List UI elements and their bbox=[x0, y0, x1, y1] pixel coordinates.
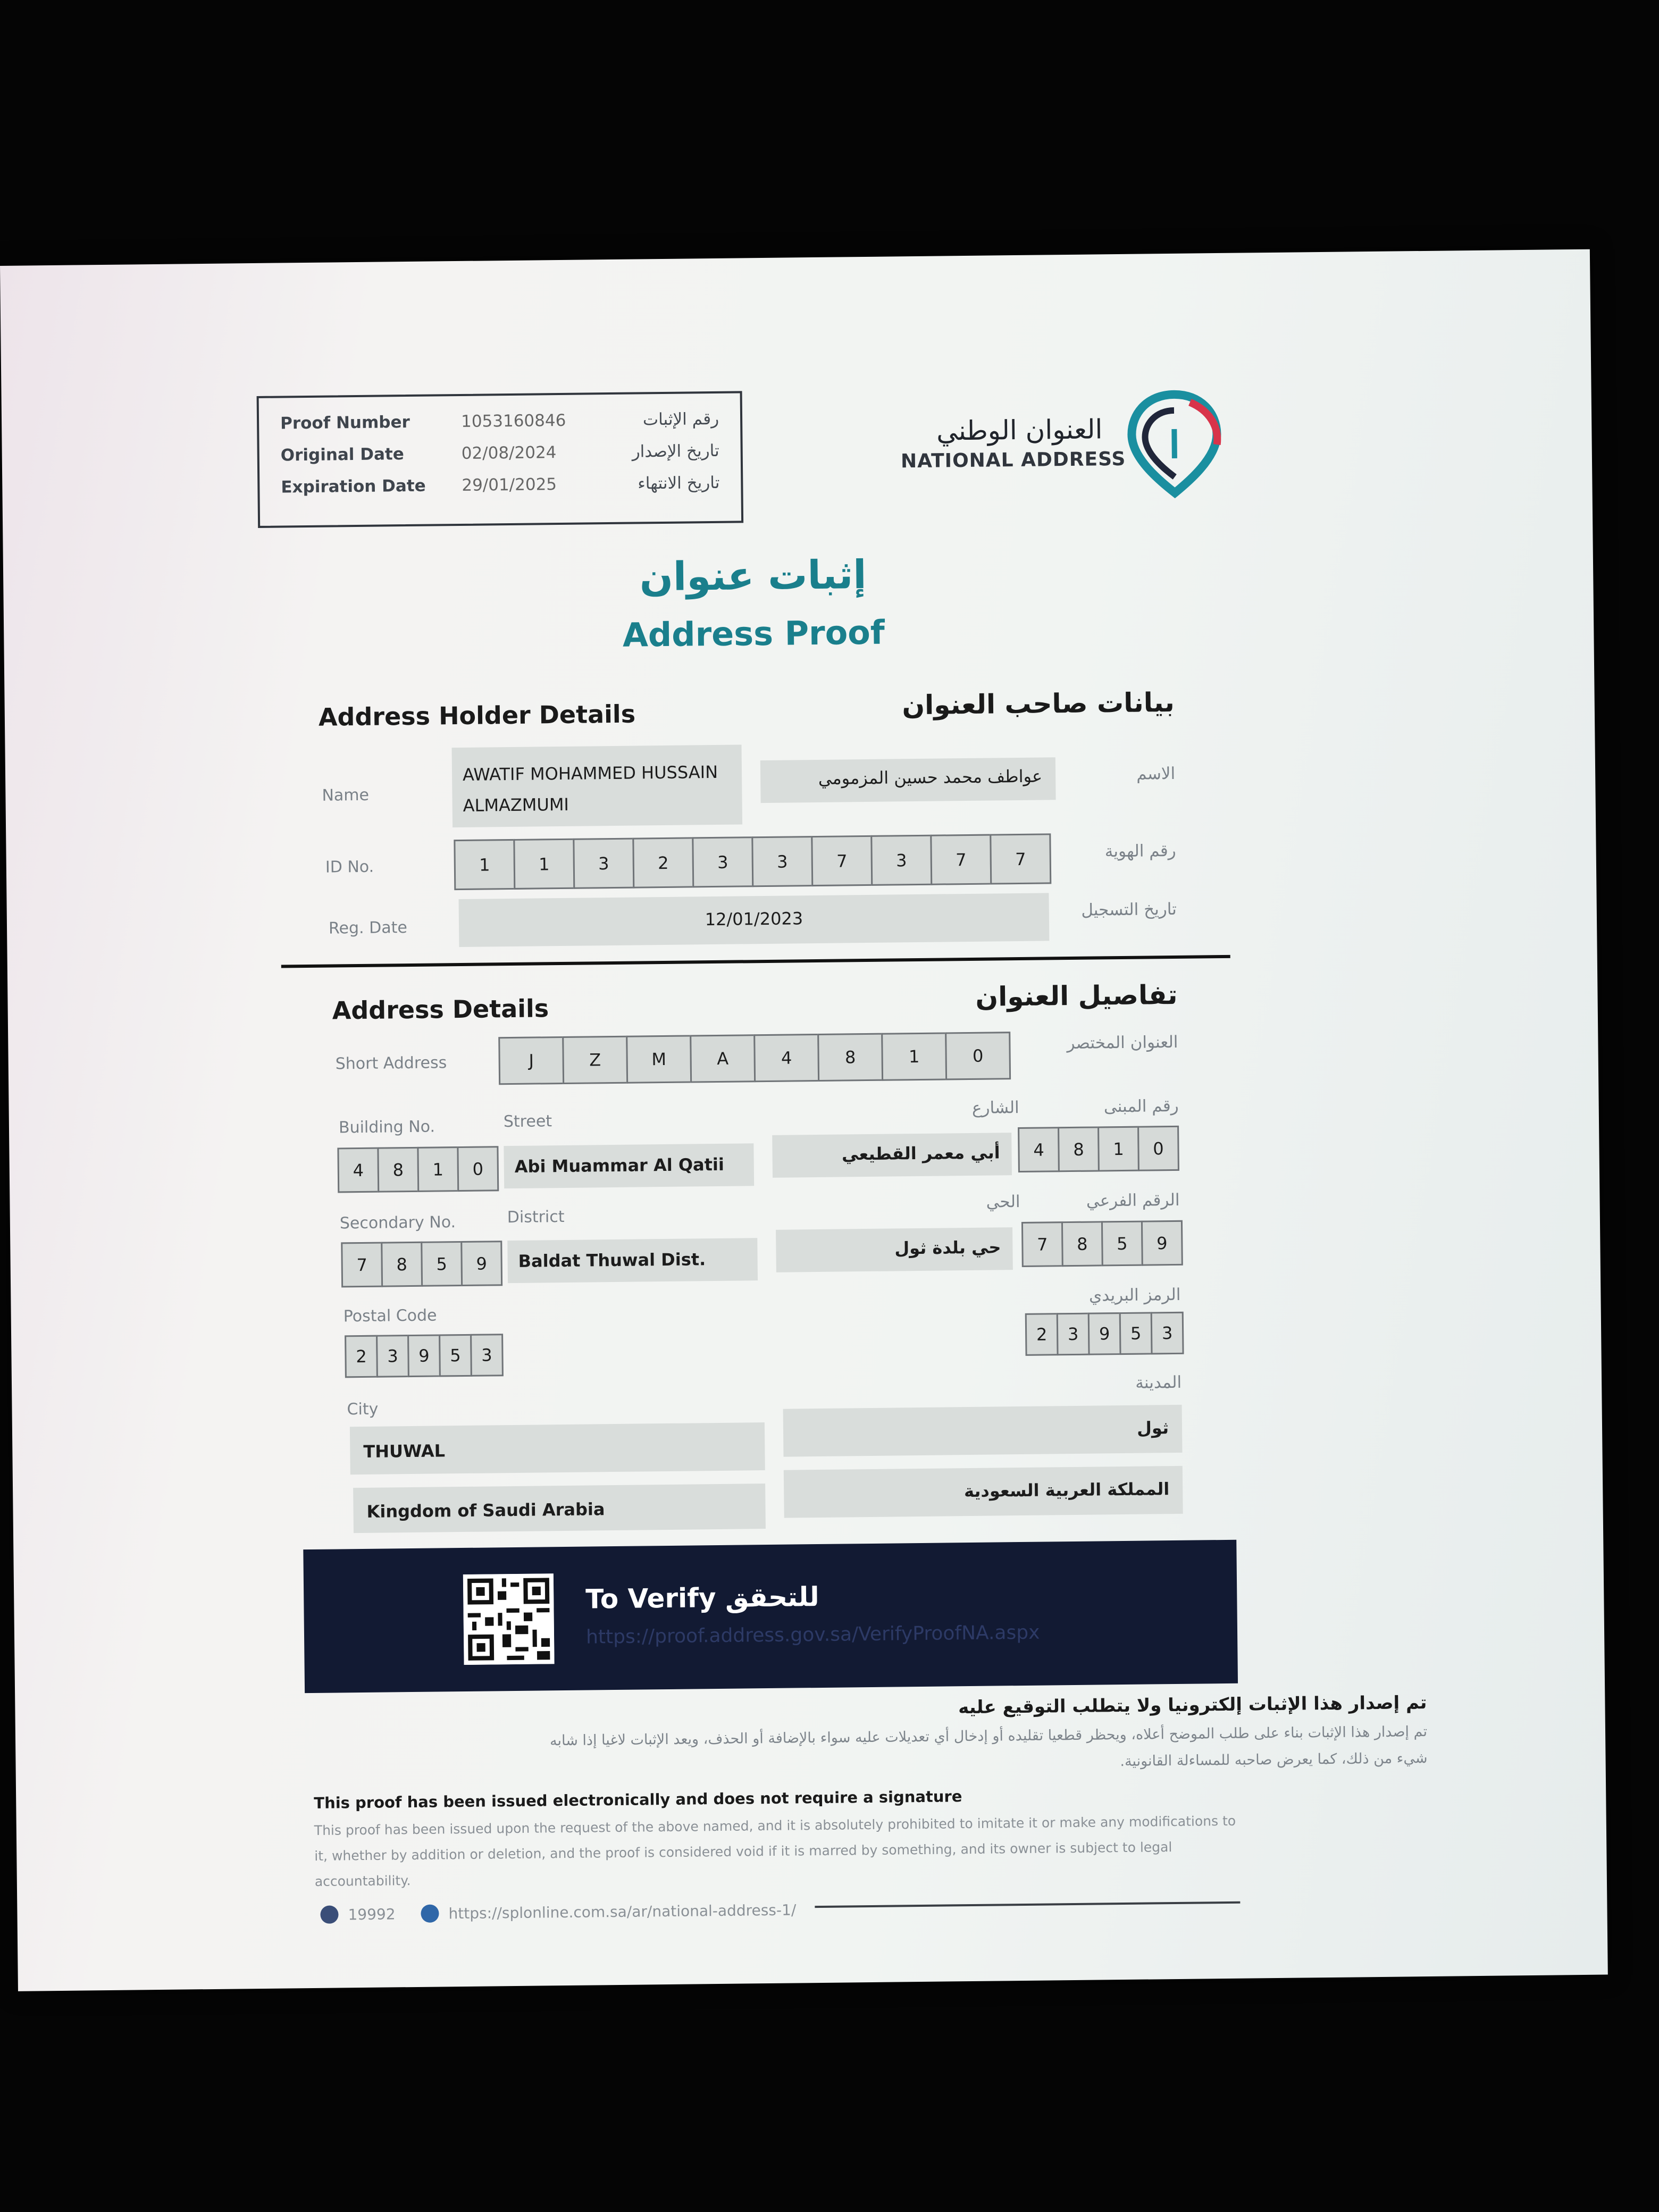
city-en-field: THUWAL bbox=[350, 1422, 765, 1474]
notice-body-ar: تم إصدار هذا الإثبات بناء على طلب الموضح أعلاه، ويحظر قطعيا تقليده أو إدخال أي تعديلات عليه سواء بالإضافة أو الحذف، ويعد الإثبات لاغيا إذا شابه شيء من ذلك، كما يعرض صاحبه للمساءلة القانونية. bbox=[549, 1723, 1428, 1770]
postal-digit-box: 9 bbox=[407, 1334, 441, 1377]
proof-number-row bbox=[259, 409, 741, 446]
district-en-field: Baldat Thuwal Dist. bbox=[507, 1238, 758, 1283]
footer bbox=[320, 1900, 796, 1923]
name-label: Name bbox=[322, 785, 370, 805]
id-number-boxes bbox=[455, 833, 1051, 890]
district-ar-field: حي بلدة ثول bbox=[776, 1227, 1013, 1272]
expiration-date-label-ar: تاريخ الانتهاء bbox=[638, 473, 720, 493]
secondary-number-boxes bbox=[342, 1241, 502, 1287]
verify-title: To Verify للتحقق bbox=[585, 1581, 819, 1615]
postal-digit-box: 3 bbox=[1151, 1312, 1184, 1355]
city-label-ar: المدينة bbox=[1135, 1372, 1182, 1393]
short-address-char-box: J bbox=[498, 1036, 564, 1085]
postal-digit-box: 9 bbox=[1088, 1312, 1121, 1355]
address-heading-ar: تفاصيل العنوان bbox=[975, 979, 1178, 1012]
street-en-field: Abi Muammar Al Qatii bbox=[504, 1143, 754, 1188]
footer-phone: 19992 bbox=[348, 1905, 396, 1923]
postal-code-label-ar: الرمز البريدي bbox=[1088, 1285, 1181, 1305]
logo-text-ar: العنوان الوطني bbox=[936, 414, 1103, 447]
street-ar-field: أبي معمر القطيعي bbox=[772, 1133, 1012, 1178]
secondary-digit-box: 5 bbox=[1101, 1221, 1143, 1267]
name-label-ar: الاسم bbox=[1136, 764, 1176, 784]
page-title-ar: إثبات عنوان bbox=[639, 551, 867, 600]
reg-date-label-ar: تاريخ التسجيل bbox=[1081, 899, 1177, 920]
expiration-date-label: Expiration Date bbox=[281, 476, 426, 497]
notice-title-ar: تم إصدار هذا الإثبات إلكترونيا ولا يتطلب التوقيع عليه bbox=[958, 1692, 1427, 1719]
national-address-logo-icon bbox=[1110, 378, 1239, 507]
building-number-label: Building No. bbox=[338, 1117, 435, 1137]
postal-code-boxes-ar bbox=[1027, 1312, 1184, 1356]
building-digit-box: 0 bbox=[457, 1146, 499, 1192]
building-digit-box: 0 bbox=[1137, 1126, 1179, 1171]
building-digit-box: 4 bbox=[1018, 1127, 1060, 1172]
verify-banner bbox=[303, 1540, 1238, 1693]
logo-text-en: NATIONAL ADDRESS bbox=[900, 448, 1126, 473]
id-digit-box: 1 bbox=[454, 839, 515, 890]
short-address-char-box: 1 bbox=[881, 1032, 947, 1080]
building-number-label-ar: رقم المبنى bbox=[1103, 1096, 1179, 1117]
secondary-number-label-ar: الرقم الفرعي bbox=[1086, 1190, 1180, 1211]
secondary-digit-box: 8 bbox=[381, 1242, 423, 1287]
secondary-digit-box: 9 bbox=[460, 1241, 502, 1286]
building-number-boxes-ar bbox=[1019, 1126, 1179, 1172]
footer-url[interactable]: https://splonline.com.sa/ar/national-address-1/ bbox=[448, 1900, 797, 1922]
page-title-en: Address Proof bbox=[622, 613, 885, 655]
id-digit-box: 3 bbox=[573, 838, 634, 889]
postal-digit-box: 3 bbox=[470, 1334, 504, 1377]
short-address-char-box: 8 bbox=[817, 1033, 883, 1082]
address-heading-en: Address Details bbox=[332, 994, 549, 1025]
secondary-digit-box: 7 bbox=[341, 1242, 383, 1288]
district-label-ar: الحي bbox=[986, 1192, 1020, 1212]
id-digit-box: 7 bbox=[990, 833, 1051, 884]
building-digit-box: 1 bbox=[417, 1146, 459, 1192]
notice-body-en: This proof has been issued upon the request of the above named, and it is absolutely prohibited to imitate it or make any modifications to it, whether by addition or deletion, and the proof is considered void if it is marred by something, and its owner is subject to legal accountability. bbox=[314, 1813, 1236, 1889]
name-en-field bbox=[452, 744, 743, 827]
building-digit-box: 1 bbox=[1097, 1126, 1139, 1172]
building-digit-box: 4 bbox=[337, 1147, 379, 1193]
holder-heading-ar: بيانات صاحب العنوان bbox=[902, 686, 1175, 721]
secondary-digit-box: 7 bbox=[1021, 1221, 1063, 1267]
name-en-line2: ALMAZMUMI bbox=[463, 794, 569, 816]
expiration-date-row bbox=[259, 473, 741, 509]
verify-qr-code[interactable] bbox=[463, 1573, 555, 1665]
original-date-value: 02/08/2024 bbox=[461, 443, 557, 463]
building-number-boxes bbox=[339, 1146, 499, 1193]
proof-info-box bbox=[257, 391, 744, 528]
postal-digit-box: 5 bbox=[439, 1334, 472, 1377]
postal-code-label: Postal Code bbox=[343, 1306, 437, 1326]
country-ar-field: المملكة العربية السعودية bbox=[784, 1466, 1183, 1518]
name-ar-field: عواطف محمد حسين المزمومي bbox=[760, 757, 1056, 803]
short-address-char-box: 0 bbox=[945, 1032, 1011, 1080]
postal-digit-box: 3 bbox=[1057, 1313, 1090, 1356]
reg-date-label: Reg. Date bbox=[328, 918, 408, 938]
postal-digit-box: 5 bbox=[1119, 1312, 1153, 1355]
building-digit-box: 8 bbox=[1058, 1126, 1100, 1172]
secondary-number-boxes-ar bbox=[1023, 1220, 1183, 1267]
postal-digit-box: 2 bbox=[345, 1335, 378, 1378]
original-date-row bbox=[259, 441, 741, 477]
id-digit-box: 1 bbox=[513, 839, 575, 890]
globe-icon bbox=[421, 1905, 439, 1923]
expiration-date-value: 29/01/2025 bbox=[462, 475, 557, 495]
id-digit-box: 3 bbox=[751, 836, 813, 887]
secondary-digit-box: 8 bbox=[1061, 1221, 1103, 1267]
secondary-digit-box: 9 bbox=[1141, 1220, 1183, 1266]
verify-link[interactable]: https://proof.address.gov.sa/VerifyProofNA.aspx bbox=[585, 1621, 1040, 1648]
postal-digit-box: 3 bbox=[376, 1335, 409, 1378]
section-divider bbox=[281, 955, 1230, 968]
short-address-char-box: A bbox=[690, 1034, 756, 1083]
building-digit-box: 8 bbox=[377, 1147, 419, 1193]
short-address-char-box: M bbox=[626, 1035, 692, 1083]
street-label-ar: الشارع bbox=[971, 1098, 1019, 1118]
short-address-label: Short Address bbox=[335, 1053, 447, 1074]
document-sheet bbox=[0, 249, 1608, 1991]
footer-rule bbox=[815, 1901, 1240, 1908]
country-en-field: Kingdom of Saudi Arabia bbox=[353, 1484, 766, 1533]
notice-title-en: This proof has been issued electronically and does not require a signature bbox=[314, 1787, 962, 1812]
original-date-label: Original Date bbox=[280, 445, 404, 465]
name-en-line1: AWATIF MOHAMMED HUSSAIN bbox=[462, 761, 718, 785]
id-digit-box: 3 bbox=[692, 836, 753, 887]
proof-number-label: Proof Number bbox=[280, 412, 410, 433]
short-address-boxes bbox=[500, 1032, 1011, 1085]
original-date-label-ar: تاريخ الإصدار bbox=[632, 441, 719, 462]
id-digit-box: 2 bbox=[632, 837, 694, 888]
phone-icon bbox=[320, 1906, 338, 1924]
street-label: Street bbox=[503, 1112, 552, 1132]
city-ar-field: ثول bbox=[783, 1405, 1183, 1457]
reg-date-field: 12/01/2023 bbox=[459, 893, 1050, 947]
proof-number-value: 1053160846 bbox=[460, 410, 566, 431]
proof-number-label-ar: رقم الإثبات bbox=[642, 409, 719, 430]
secondary-digit-box: 5 bbox=[421, 1241, 463, 1287]
id-digit-box: 3 bbox=[870, 835, 932, 886]
postal-code-boxes bbox=[346, 1334, 504, 1378]
id-label-ar: رقم الهوية bbox=[1104, 841, 1176, 861]
holder-heading-en: Address Holder Details bbox=[318, 699, 636, 732]
city-label: City bbox=[347, 1400, 379, 1419]
short-address-char-box: 4 bbox=[753, 1034, 819, 1082]
secondary-number-label: Secondary No. bbox=[339, 1213, 456, 1233]
short-address-label-ar: العنوان المختصر bbox=[1067, 1032, 1178, 1053]
id-digit-box: 7 bbox=[930, 834, 992, 885]
id-digit-box: 7 bbox=[811, 835, 873, 886]
district-label: District bbox=[507, 1207, 565, 1227]
short-address-char-box: Z bbox=[562, 1036, 628, 1084]
postal-digit-box: 2 bbox=[1025, 1313, 1059, 1356]
id-label: ID No. bbox=[325, 857, 374, 877]
